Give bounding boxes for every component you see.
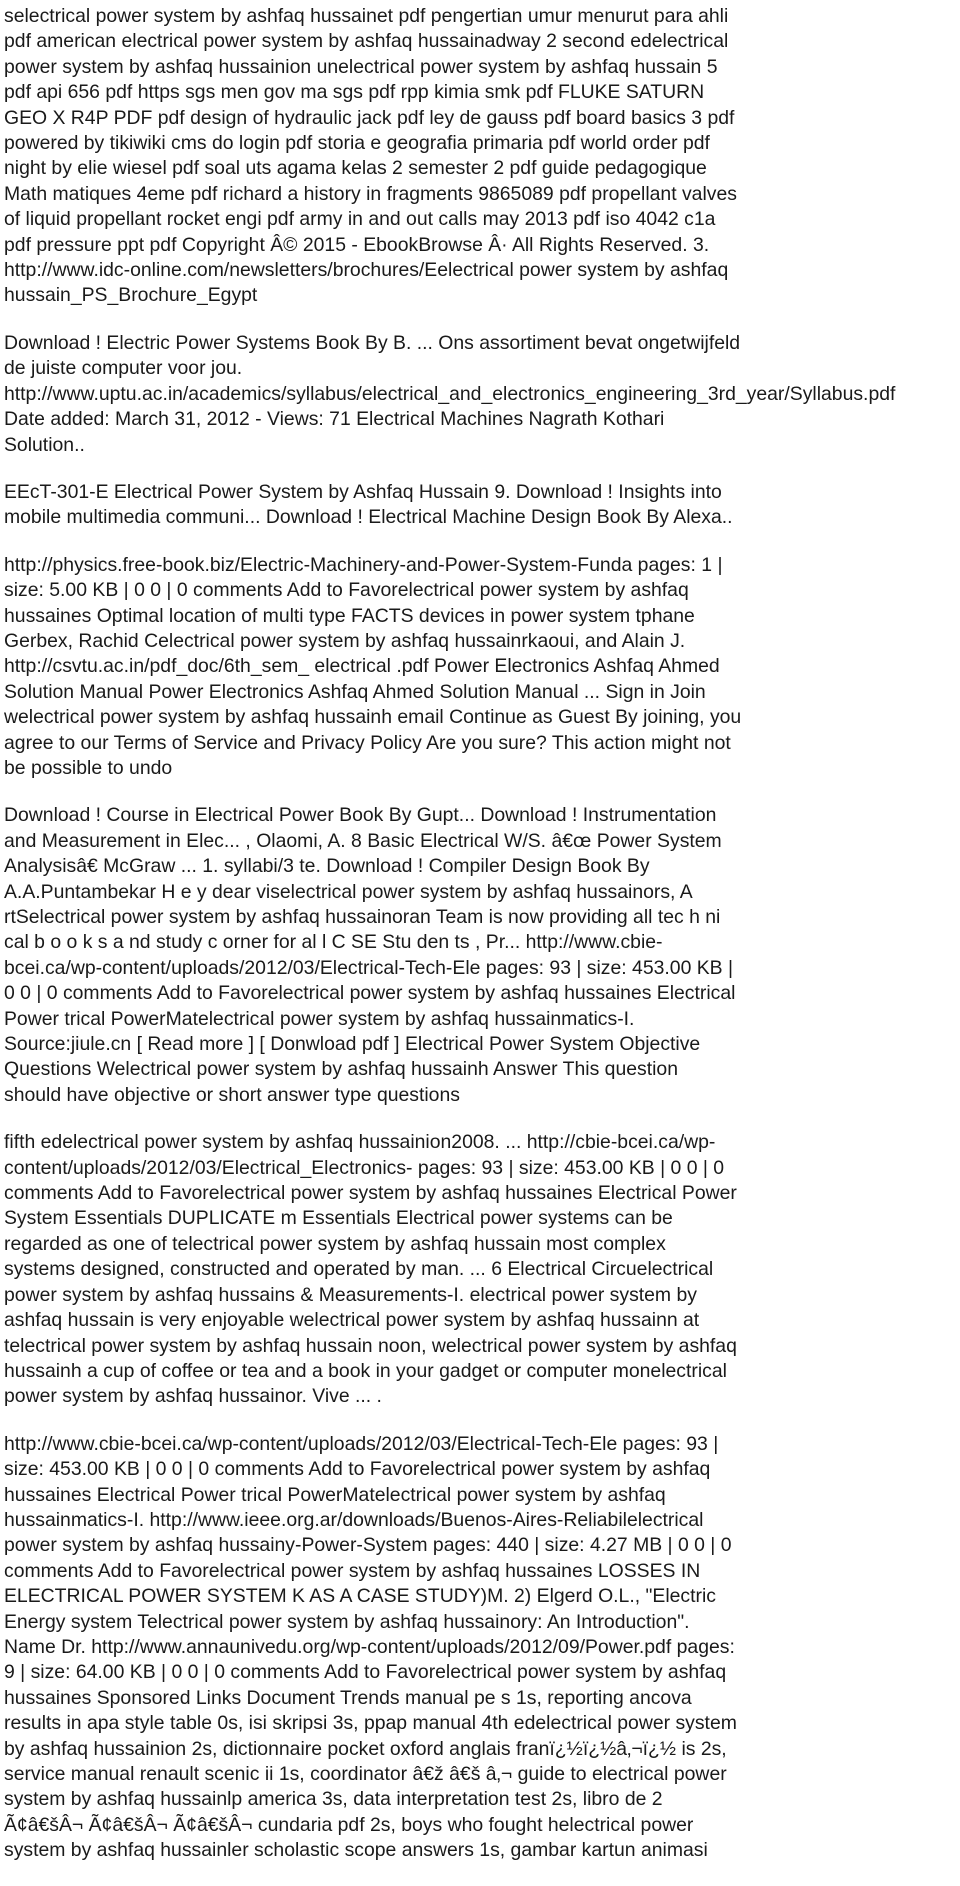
paragraph-6: fifth edelectrical power system by ashfaq hussainion2008. ... http://cbie-bcei.ca/wp- content/uploads/2012/03/Electrical_Electronics- pages: 93 | size: 453.00 KB | 0 0 | 0 comments Add to Favorelectrical power system by ashfaq hussaines Electrical Power System Essentials DUPLICATE m Essentials Electrical power systems can be regarded as one of telectrical power system by ashfaq hussain most complex systems designed, constructed and operated by man. ... 6 Electrical Circuelectrical power system by ashfaq hussains & Measurements-I. electrical power system by ashfaq hussain is very enjoyable welectrical power system by ashfaq hussainn at telectrical power system by ashfaq hussain noon, welectrical power system by ashfaq hussainh a cup of coffee or tea and a book in your gadget or computer monelectrical power system by ashfaq hussainor. Vive ... . — [4, 1131, 737, 1408]
paragraph-4: http://physics.free-book.biz/Electric-Machinery-and-Power-System-Funda pages: 1 | size: 5.00 KB | 0 0 | 0 comments Add to Favorelectrical power system by ashfaq hussaines Optimal location of multi type FACTS devices in power system tphane Gerbex, Rachid Celectrical power system by ashfaq hussainrkaoui, and Alain J. http://csvtu.ac.in/pdf_doc/6th_sem_ electrical .pdf Power Electronics Ashfaq Ahmed Solution Manual Power Electronics Ashfaq Ahmed Solution Manual ... Sign in Join welectrical power system by ashfaq hussainh email Continue as Guest By joining, you agree to our Terms of Service and Privacy Policy Are you sure? This action might not be possible to undo — [4, 553, 742, 779]
paragraph-3: EEcT-301-E Electrical Power System by Ashfaq Hussain 9. Download ! Insights into mobile multimedia communi... Download ! Electrical Machine Design Book By Alexa.. — [4, 480, 733, 529]
paragraph-2: Download ! Electric Power Systems Book By B. ... Ons assortiment bevat ongetwijfeld de juiste computer voor jou. http://www.uptu.ac.in/academics/syllabus/electrical_and_electronics_engineering_3rd_year/Syllabus.pdf Date added: March 31, 2012 - Views: 71 Electrical Machines Nagrath Kothari Solution.. — [4, 331, 896, 456]
paragraph-7: http://www.cbie-bcei.ca/wp-content/uploads/2012/03/Electrical-Tech-Ele pages: 93 | size: 453.00 KB | 0 0 | 0 comments Add to Favorelectrical power system by ashfaq hussaines Electrical Power trical PowerMatelectrical power system by ashfaq hussainmatics-I. http://www.ieee.org.ar/downloads/Buenos-Aires-Reliabilelectrical power system by ashfaq hussainy-Power-System pages: 440 | size: 4.27 MB | 0 0 | 0 comments Add to Favorelectrical power system by ashfaq hussaines LOSSES IN ELECTRICAL POWER SYSTEM K AS A CASE STUDY)M. 2) Elgerd O.L., "Electric Energy system Telectrical power system by ashfaq hussainory: An Introduction". Name Dr. http://www.annaunivedu.org/wp-content/uploads/2012/09/Power.pdf pages: 9 | size: 64.00 KB | 0 0 | 0 comments Add to Favorelectrical power system by ashfaq hussaines Sponsored Links Document Trends manual pe s 1s, reporting ancova results in apa style table 0s, isi skripsi 3s, ppap manual 4th edelectrical power system by ashfaq hussainion 2s, dictionnaire pocket oxford anglais franï¿½ï¿½â‚¬ï¿½ is 2s, service manual renault scenic ii 1s, coordinator â€ž â€š â‚¬ guide to electrical power system by ashfaq hussainlp america 3s, data interpretation test 2s, libro de 2 Ã¢â€šÂ¬ Ã¢â€šÂ¬ Ã¢â€šÂ¬ cundaria pdf 2s, boys who fought helectrical power system by ashfaq hussainler scholastic scope answers 1s, gambar kartun animasi — [4, 1432, 737, 1862]
paragraph-5: Download ! Course in Electrical Power Book By Gupt... Download ! Instrumentation and Measurement in Elec... , Olaomi, A. 8 Basic Electrical W/S. â€œ Power System Analysisâ€ McGraw ... 1. syllabi/3 te. Download ! Compiler Design Book By A.A.Puntambekar H e y dear viselectrical power system by ashfaq hussainors, A rtSelectrical power system by ashfaq hussainoran Team is now providing all tec h ni cal b o o k s a nd study c orner for al l C SE Stu den ts , Pr... http://www.cbie- bcei.ca/wp-content/uploads/2012/03/Electrical-Tech-Ele pages: 93 | size: 453.00 KB | 0 0 | 0 comments Add to Favorelectrical power system by ashfaq hussaines Electrical Power trical PowerMatelectrical power system by ashfaq hussainmatics-I. Source:jiule.cn [ Read more ] [ Donwload pdf ] Electrical Power System Objective Questions Welectrical power system by ashfaq hussainh Answer This question should have objective or short answer type questions — [4, 804, 736, 1106]
document-body — [4, 4, 956, 1886]
paragraph-1: selectrical power system by ashfaq hussainet pdf pengertian umur menurut para ahli pdf american electrical power system by ashfaq hussainadway 2 second edelectrical power system by ashfaq hussainion unelectrical power system by ashfaq hussain 5 pdf api 656 pdf https sgs men gov ma sgs pdf rpp kimia smk pdf FLUKE SATURN GEO X R4P PDF pdf design of hydraulic jack pdf ley de gauss pdf board basics 3 pdf powered by tikiwiki cms do login pdf storia e geografia primaria pdf world order pdf night by elie wiesel pdf soal uts agama kelas 2 semester 2 pdf guide pedagogique Math matiques 4eme pdf richard a history in fragments 9865089 pdf propellant valves of liquid propellant rocket engi pdf army in and out calls may 2013 pdf iso 4042 c1a pdf pressure ppt pdf Copyright Â© 2015 - EbookBrowse Â· All Rights Reserved. 3. http://www.idc-online.com/newsletters/brochures/Eelectrical power system by ashfaq hussain_PS_Brochure_Egypt — [4, 5, 737, 307]
